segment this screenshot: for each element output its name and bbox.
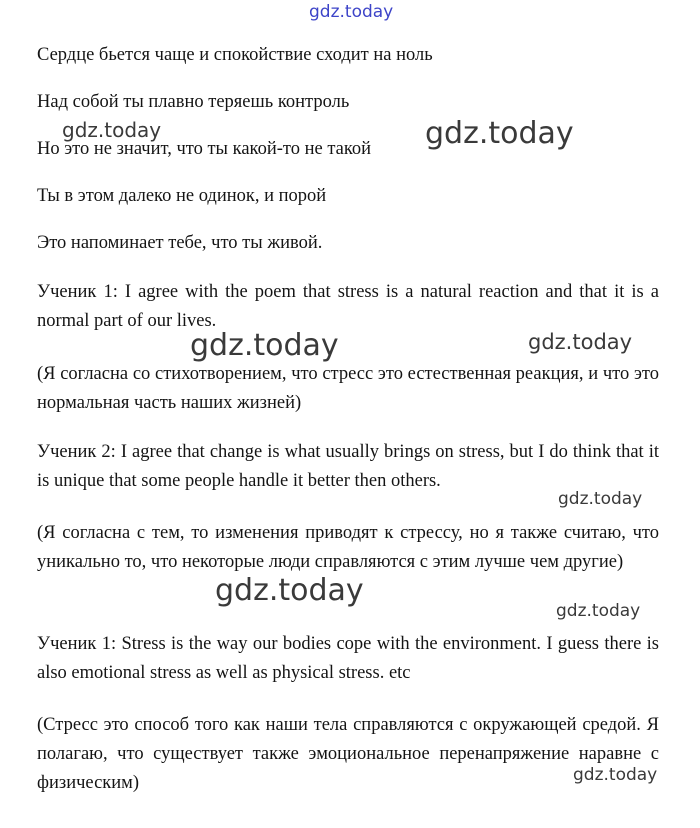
student-2-remark-english: Ученик 2: I agree that change is what usually brings on stress, but I do think that it is unique that some people handle it better then others. [37, 442, 659, 491]
student-2-remark-translation: (Я согласна с тем, то изменения приводят к стрессу, но я также считаю, что уникально то, что некоторые люди справляются с этим лучше чем другие) [37, 523, 659, 572]
student-1-remark-english: Ученик 1: I agree with the poem that stress is a natural reaction and that it is a normal part of our lives. [37, 282, 659, 331]
watermark-small-left: gdz.today [62, 118, 162, 142]
student-1-second-remark-translation: (Стресс это способ того как наши тела справляются с окружающей средой. Я полагаю, что существует также эмоциональное перенапряжение наравне с физическим) [37, 715, 659, 793]
poem-line-2: Над собой ты плавно теряешь контроль [37, 92, 350, 112]
watermark-large-center: gdz.today [190, 328, 339, 363]
poem-line-1: Сердце бьется чаще и спокойствие сходит на ноль [37, 45, 433, 65]
student-1-second-remark-english: Ученик 1: Stress is the way our bodies cope with the environment. I guess there is also emotional stress as well as physical stress. etc [37, 634, 659, 683]
watermark-small-right-1: gdz.today [558, 489, 643, 509]
watermark-medium-right: gdz.today [528, 330, 633, 354]
watermark-top: gdz.today [309, 2, 394, 22]
poem-line-4: Ты в этом далеко не одинок, и порой [37, 186, 327, 206]
watermark-small-right-2: gdz.today [556, 601, 641, 621]
watermark-large-lower: gdz.today [215, 573, 364, 608]
watermark-large-right: gdz.today [425, 116, 574, 151]
poem-line-3: Но это не значит, что ты какой-то не такой [37, 139, 372, 159]
watermark-small-right-3: gdz.today [573, 765, 658, 785]
student-1-remark-translation: (Я согласна со стихотворением, что стресс это естественная реакция, и что это нормальная часть наших жизней) [37, 364, 659, 413]
poem-line-5: Это напоминает тебе, что ты живой. [37, 233, 323, 253]
